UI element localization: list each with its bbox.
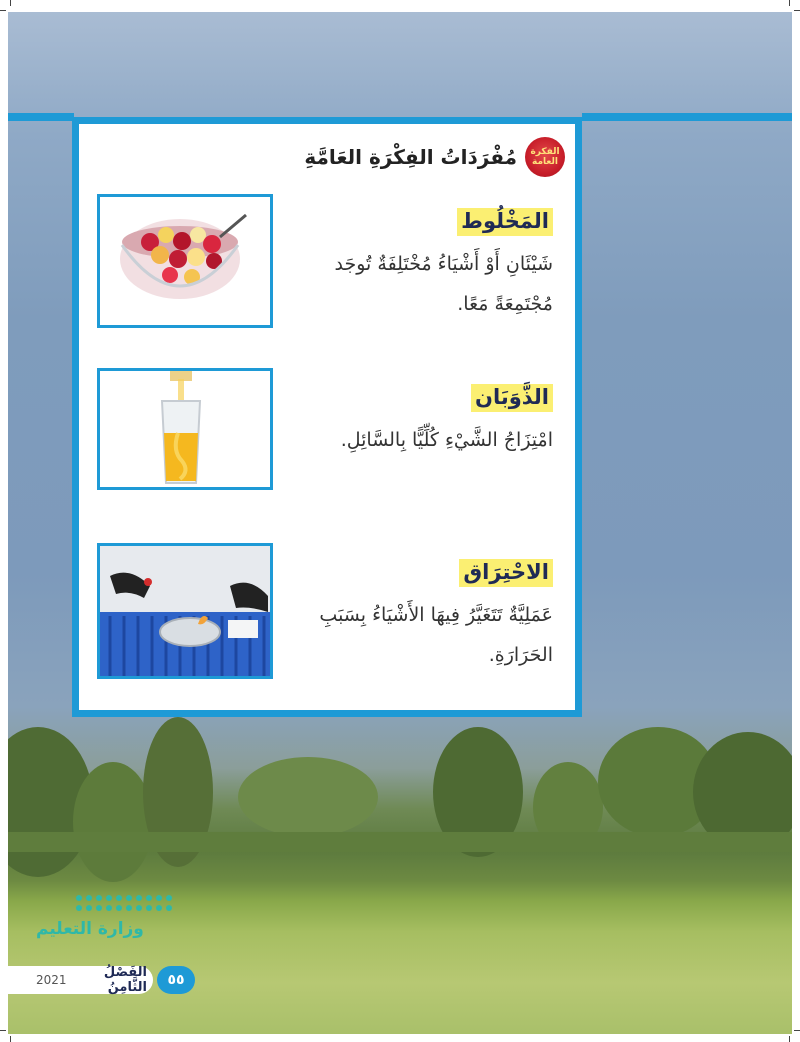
ministry-logo [36, 895, 176, 939]
crop-mark [0, 10, 6, 11]
combustion-experiment-image [97, 543, 273, 679]
crop-mark [794, 1030, 800, 1031]
footer-chapter: الفَصْلُ الثَّامِنُ [103, 965, 147, 995]
crop-mark [794, 10, 800, 11]
accent-band-left [8, 113, 74, 121]
logo-text: وزارة التعليم [36, 919, 144, 939]
page-footer [8, 966, 195, 994]
crop-mark [0, 1030, 6, 1031]
page-number: ٥٥ [157, 966, 195, 994]
crop-mark [789, 1036, 790, 1042]
accent-band-right [582, 113, 792, 121]
tree-line-illustration [8, 712, 792, 912]
term-title: الاحْتِرَاق [459, 559, 553, 587]
term-combustion [303, 559, 553, 675]
term-definition: امْتِزَاجُ الشَّيْءِ كُلِّيًّا بِالسَّائِلِ. [340, 429, 553, 451]
card-title: مُفْرَدَاتُ الفِكْرَةِ العَامَّةِ [304, 145, 517, 169]
term-mixture [303, 208, 553, 324]
term-definition: عَمَلِيَّةٌ تَتَغَيَّرُ فِيهَا الأَشْيَاءُ بِسَبَبِ الحَرَارَةِ. [319, 604, 553, 666]
card-header [304, 140, 565, 174]
badge-line-2: العامة [532, 157, 558, 167]
term-title: الذَّوَبَان [471, 384, 553, 412]
vocabulary-card [72, 117, 582, 717]
crop-mark [10, 1036, 11, 1042]
big-idea-badge [525, 137, 565, 177]
term-title: المَخْلُوط [457, 208, 553, 236]
footer-label [8, 966, 153, 994]
term-definition: شَيْئَانِ أَوْ أَشْيَاءُ مُخْتَلِفَةٌ تُوجَد مُجْتَمِعَةً مَعًا. [334, 253, 553, 315]
term-dissolving [303, 384, 553, 460]
juice-glass-image [97, 368, 273, 490]
crop-mark [10, 0, 11, 6]
fruit-salad-image [97, 194, 273, 328]
badge-line-1: الفكرة [530, 147, 560, 157]
crop-mark [789, 0, 790, 6]
footer-year: 2021 [36, 973, 67, 987]
logo-dots-icon [76, 895, 176, 911]
